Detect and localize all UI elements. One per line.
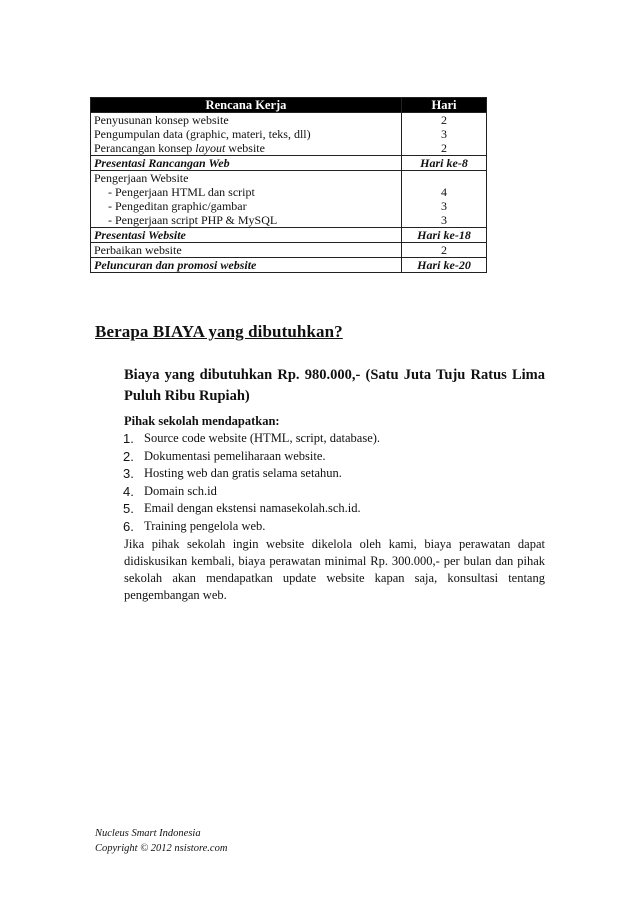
list-number: 3. (123, 466, 134, 481)
page-footer (95, 826, 227, 856)
maintenance-paragraph: Jika pihak sekolah ingin website dikelola oleh kami, biaya perawatan dapat didiskusikan kembali, biaya perawatan minimal Rp. 300.000,- per bulan dan pihak sekolah akan mendapatkan update website kapan saja, konsultasi tentang pengembangan web. (124, 537, 545, 602)
task-cell (91, 141, 402, 156)
table-row (91, 199, 487, 213)
task-cell: Presentasi Rancangan Web (91, 156, 402, 171)
list-item (123, 448, 380, 466)
footer-copyright: Copyright © 2012 nsistore.com (95, 843, 228, 854)
table-row (91, 228, 487, 243)
days-cell: 3 (402, 127, 487, 141)
schedule-body (91, 113, 487, 273)
days-cell: 4 (402, 185, 487, 199)
cost-section-heading: Berapa BIAYA yang dibutuhkan? (95, 322, 343, 341)
table-row (91, 113, 487, 128)
days-cell (402, 171, 487, 186)
table-row (91, 171, 487, 186)
table-row (91, 141, 487, 156)
column-header-days: Hari (402, 98, 487, 113)
table-row (91, 258, 487, 273)
table-row (91, 156, 487, 171)
table-row (91, 185, 487, 199)
task-cell: - Pengeditan graphic/gambar (91, 199, 402, 213)
benefits-heading: Pihak sekolah mendapatkan: (124, 414, 280, 428)
list-item (123, 430, 380, 448)
task-text-emphasis: layout (195, 141, 226, 155)
task-cell: - Pengerjaan HTML dan script (91, 185, 402, 199)
footer-company: Nucleus Smart Indonesia (95, 828, 201, 839)
list-text: Email dengan ekstensi namasekolah.sch.id. (144, 501, 361, 515)
days-cell: Hari ke-18 (402, 228, 487, 243)
list-text: Hosting web dan gratis selama setahun. (144, 466, 342, 480)
list-number: 2. (123, 448, 134, 464)
days-cell: 2 (402, 243, 487, 258)
task-text: website (225, 141, 265, 155)
list-text: Dokumentasi pemeliharaan website. (144, 448, 326, 463)
days-cell: Hari ke-20 (402, 258, 487, 273)
list-text: Training pengelola web. (144, 518, 266, 533)
list-number: 5. (123, 501, 134, 516)
list-number: 4. (123, 483, 134, 499)
days-cell: 2 (402, 113, 487, 128)
task-cell: Pengumpulan data (graphic, materi, teks, dll) (91, 127, 402, 141)
task-cell: Peluncuran dan promosi website (91, 258, 402, 273)
table-row (91, 127, 487, 141)
days-cell: 3 (402, 199, 487, 213)
table-header-row (91, 98, 487, 113)
column-header-task: Rencana Kerja (91, 98, 402, 113)
list-text: Domain sch.id (144, 483, 217, 498)
list-item (123, 483, 380, 501)
task-cell: Penyusunan konsep website (91, 113, 402, 128)
list-item (123, 500, 380, 518)
days-cell: 2 (402, 141, 487, 156)
benefits-list (123, 430, 380, 535)
task-cell: Pengerjaan Website (91, 171, 402, 186)
days-cell: Hari ke-8 (402, 156, 487, 171)
list-item (123, 518, 380, 536)
table-row (91, 213, 487, 228)
task-cell: - Pengerjaan script PHP & MySQL (91, 213, 402, 228)
table-row (91, 243, 487, 258)
task-text: Perancangan konsep (94, 141, 196, 155)
schedule-table (90, 97, 487, 273)
list-item (123, 465, 380, 483)
task-cell: Perbaikan website (91, 243, 402, 258)
task-cell: Presentasi Website (91, 228, 402, 243)
list-number: 6. (123, 518, 134, 534)
days-cell: 3 (402, 213, 487, 228)
cost-statement: Biaya yang dibutuhkan Rp. 980.000,- (Satu Juta Tuju Ratus Lima Puluh Ribu Rupiah) (124, 367, 545, 404)
list-number: 1. (123, 431, 134, 446)
list-text: Source code website (HTML, script, database). (144, 431, 381, 445)
